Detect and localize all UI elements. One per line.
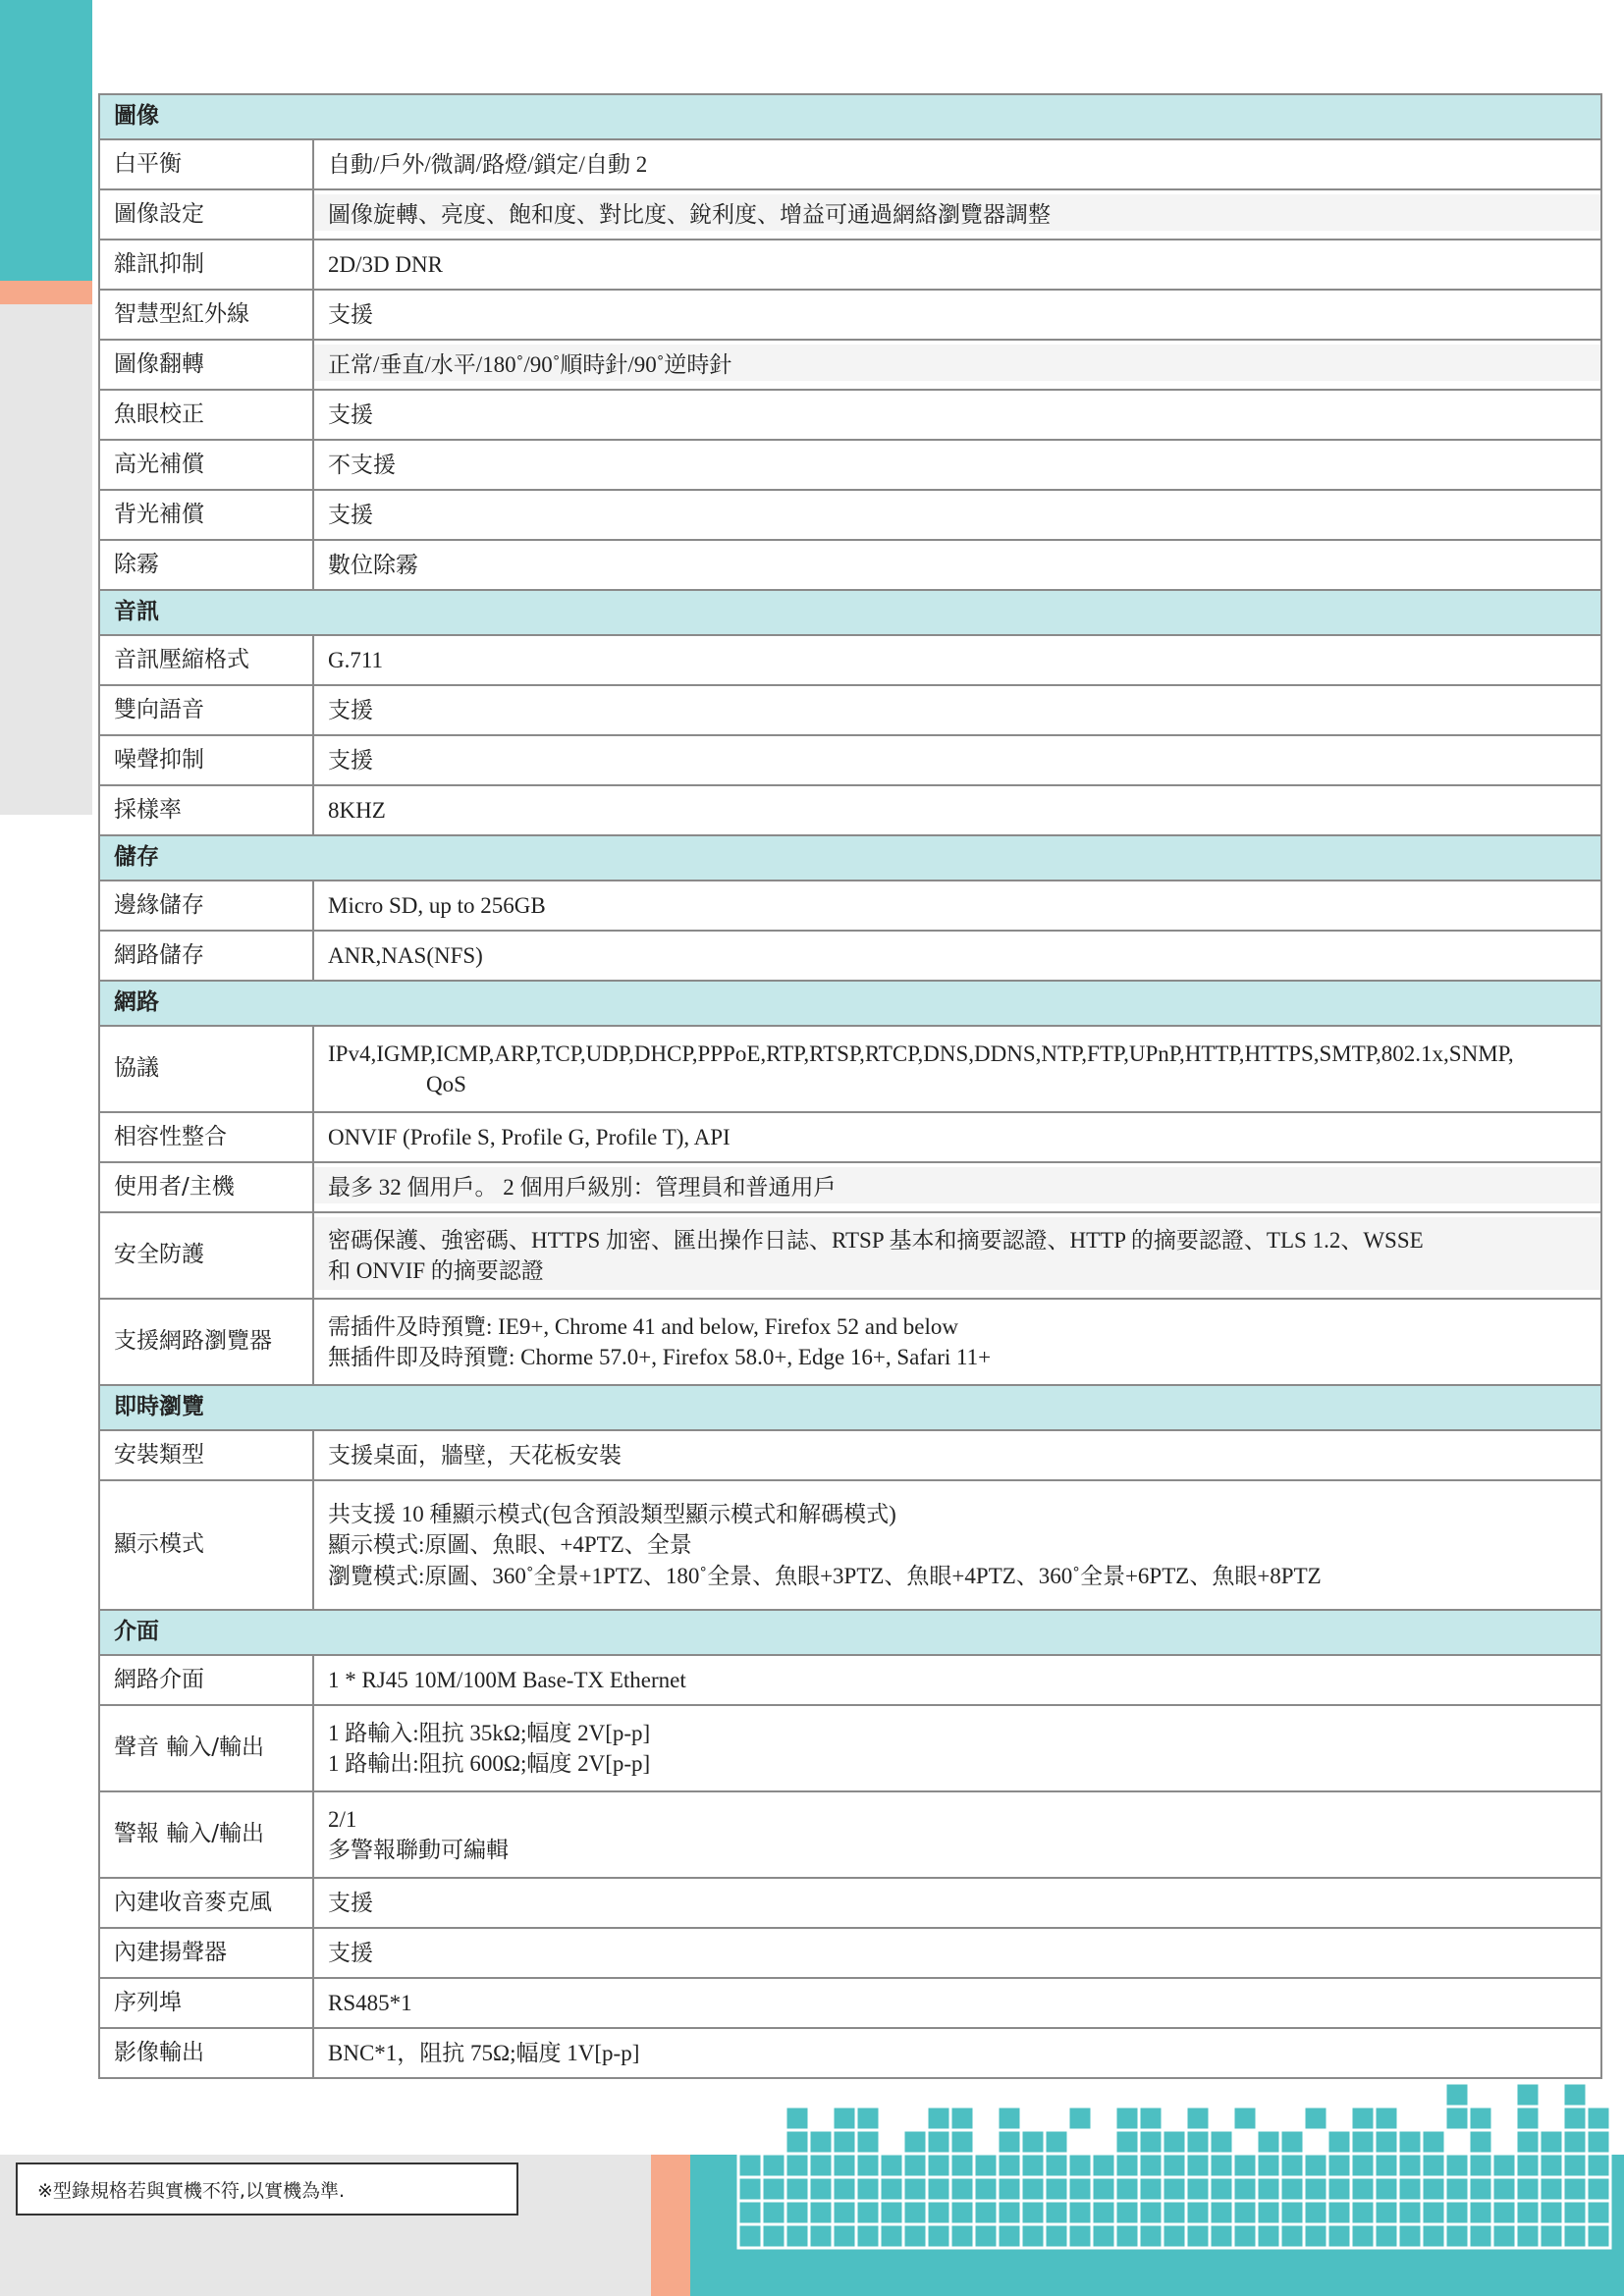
pixel-tile: [1068, 2107, 1092, 2130]
pixel-tile: [1068, 2224, 1092, 2248]
pixel-tile: [1210, 2201, 1233, 2224]
pixel-tile: [1351, 2107, 1375, 2130]
pixel-tile: [785, 2107, 809, 2130]
pixel-tile: [1233, 2201, 1257, 2224]
spec-value-line: 共支援 10 種顯示模式(包含預設類型顯示模式和解碼模式): [328, 1502, 896, 1527]
pixel-tile: [1351, 2201, 1375, 2224]
pixel-tile: [833, 2107, 856, 2130]
spec-value-line: 支援: [328, 747, 373, 773]
pixel-tile: [998, 2224, 1021, 2248]
pixel-tile: [809, 2201, 833, 2224]
pixel-tile: [738, 2154, 762, 2177]
spec-label: 背光補償: [99, 490, 313, 540]
pixel-tile: [1163, 2201, 1186, 2224]
pixel-tile: [1445, 2201, 1469, 2224]
pixel-tile: [1375, 2224, 1398, 2248]
pixel-tile: [1540, 2130, 1563, 2154]
spec-label: 內建收音麥克風: [99, 1878, 313, 1928]
pixel-tile: [1445, 2224, 1469, 2248]
pixel-tile: [833, 2177, 856, 2201]
spec-value-line: 密碼保護、強密碼、HTTPS 加密、匯出操作日誌、RTSP 基本和摘要認證、HTTP 的摘要認證、TLS 1.2、WSSE: [328, 1227, 1424, 1253]
spec-value-line: 自動/戶外/微調/路燈/鎖定/自動 2: [328, 151, 648, 177]
pixel-tile: [1139, 2177, 1163, 2201]
pixel-tile: [809, 2177, 833, 2201]
pixel-tile: [1492, 2154, 1516, 2177]
spec-label: 噪聲抑制: [99, 735, 313, 785]
pixel-tile: [1398, 2154, 1422, 2177]
pixel-tile: [1280, 2177, 1304, 2201]
pixel-tile: [785, 2154, 809, 2177]
pixel-tile: [1587, 2130, 1610, 2154]
pixel-tile: [1045, 2201, 1068, 2224]
pixel-tile: [1563, 2201, 1587, 2224]
pixel-tile: [1115, 2107, 1139, 2130]
pixel-tile: [1304, 2201, 1327, 2224]
pixel-tile: [1186, 2107, 1210, 2130]
pixel-tile: [1422, 2201, 1445, 2224]
pixel-tile: [1375, 2130, 1398, 2154]
pixel-tile: [1304, 2154, 1327, 2177]
pixel-tile: [1021, 2154, 1045, 2177]
pixel-tile: [1398, 2224, 1422, 2248]
spec-value-line: Micro SD, up to 256GB: [328, 892, 546, 918]
pixel-tile: [1210, 2224, 1233, 2248]
pixel-tile: [1469, 2154, 1492, 2177]
pixel-tile: [1280, 2154, 1304, 2177]
spec-label: 影像輸出: [99, 2028, 313, 2078]
pixel-tile: [809, 2224, 833, 2248]
pixel-tile: [1327, 2130, 1351, 2154]
pixel-tile: [1210, 2177, 1233, 2201]
pixel-tile: [1092, 2154, 1115, 2177]
spec-label: 安全防護: [99, 1212, 313, 1299]
pixel-tile: [785, 2130, 809, 2154]
pixel-tile: [1233, 2107, 1257, 2130]
spec-value-line: ANR,NAS(NFS): [328, 942, 483, 968]
pixel-tile: [1516, 2107, 1540, 2130]
pixel-tile: [1115, 2130, 1139, 2154]
spec-value-line: 瀏覽模式:原圖、360˚全景+1PTZ、180˚全景、魚眼+3PTZ、魚眼+4PTZ、360˚全景+6PTZ、魚眼+8PTZ: [328, 1563, 1322, 1588]
pixel-tile: [809, 2154, 833, 2177]
spec-label: 網路介面: [99, 1655, 313, 1705]
pixel-tile: [1516, 2083, 1540, 2107]
pixel-tile: [1233, 2177, 1257, 2201]
pixel-tile: [1563, 2177, 1587, 2201]
pixel-tile: [1422, 2224, 1445, 2248]
pixel-tile: [1186, 2130, 1210, 2154]
pixel-tile: [1587, 2154, 1610, 2177]
pixel-tile: [1398, 2201, 1422, 2224]
pixel-tile: [1375, 2154, 1398, 2177]
pixel-tile: [1210, 2154, 1233, 2177]
spec-value-line: 數位除霧: [328, 552, 418, 577]
pixel-tile: [998, 2154, 1021, 2177]
pixel-tile: [1021, 2130, 1045, 2154]
pixel-tile: [1327, 2201, 1351, 2224]
pixel-tile: [1445, 2107, 1469, 2130]
pixel-tile: [974, 2154, 998, 2177]
pixel-tile: [1115, 2224, 1139, 2248]
pixel-tile: [927, 2130, 950, 2154]
pixel-tile: [1398, 2130, 1422, 2154]
spec-value-line: 支援桌面，牆壁，天花板安裝: [328, 1442, 622, 1468]
pixel-tile: [762, 2224, 785, 2248]
pixel-tile: [1516, 2224, 1540, 2248]
pixel-tile: [833, 2224, 856, 2248]
pixel-tile: [1163, 2130, 1186, 2154]
pixel-tile: [1375, 2177, 1398, 2201]
pixel-tile: [1115, 2201, 1139, 2224]
pixel-tile: [738, 2224, 762, 2248]
spec-label: 顯示模式: [99, 1480, 313, 1610]
pixel-tile: [903, 2154, 927, 2177]
pixel-tile: [738, 2201, 762, 2224]
pixel-tile: [1233, 2224, 1257, 2248]
pixel-tile: [880, 2177, 903, 2201]
pixel-tile: [785, 2224, 809, 2248]
pixel-tile: [856, 2154, 880, 2177]
spec-label: 使用者/主機: [99, 1162, 313, 1212]
spec-value-line: 2/1: [328, 1806, 357, 1832]
spec-value-line: ONVIF (Profile S, Profile G, Profile T), API: [328, 1124, 731, 1149]
pixel-tile: [1563, 2107, 1587, 2130]
pixel-tile: [1327, 2177, 1351, 2201]
spec-value-line: 2D/3D DNR: [328, 251, 443, 277]
pixel-tile: [1257, 2224, 1280, 2248]
spec-value-line: 最多 32 個用戶。 2 個用戶級別：管理員和普通用戶: [328, 1174, 837, 1200]
pixel-tile: [1139, 2107, 1163, 2130]
pixel-tile: [1021, 2177, 1045, 2201]
section-title: 網路: [99, 981, 1601, 1026]
pixel-tile: [1045, 2154, 1068, 2177]
pixel-tile: [1092, 2224, 1115, 2248]
spec-value-line: 無插件即及時預覽: Chorme 57.0+, Firefox 58.0+, Edge 16+, Safari 11+: [328, 1345, 992, 1369]
pixel-tile: [1045, 2224, 1068, 2248]
pixel-tile: [1280, 2224, 1304, 2248]
section-title: 圖像: [99, 94, 1601, 139]
spec-label: 序列埠: [99, 1978, 313, 2028]
pixel-tile: [762, 2201, 785, 2224]
pixel-tile: [833, 2130, 856, 2154]
spec-value-line: 圖像旋轉、亮度、飽和度、對比度、銳利度、增益可通過網絡瀏覽器調整: [328, 201, 1051, 227]
spec-value-line: 1 * RJ45 10M/100M Base-TX Ethernet: [328, 1667, 686, 1692]
pixel-tile: [998, 2177, 1021, 2201]
pixel-tile: [762, 2177, 785, 2201]
spec-label: 除霧: [99, 540, 313, 590]
section-title: 介面: [99, 1610, 1601, 1655]
spec-value-line: 正常/垂直/水平/180˚/90˚順時針/90˚逆時針: [328, 351, 732, 377]
spec-label: 音訊壓縮格式: [99, 635, 313, 685]
pixel-tile: [1516, 2130, 1540, 2154]
pixel-tile: [1445, 2177, 1469, 2201]
spec-value-line: BNC*1，阻抗 75Ω;幅度 1V[p-p]: [328, 2040, 640, 2065]
pixel-tile: [1445, 2154, 1469, 2177]
spec-label: 魚眼校正: [99, 390, 313, 440]
spec-value-line: 1 路輸入:阻抗 35kΩ;幅度 2V[p-p]: [328, 1720, 651, 1745]
spec-label: 安裝類型: [99, 1430, 313, 1480]
pixel-tile: [880, 2154, 903, 2177]
spec-value-line: RS485*1: [328, 1990, 412, 2015]
pixel-tile: [1186, 2201, 1210, 2224]
pixel-tile: [1280, 2201, 1304, 2224]
pixel-tile: [1469, 2224, 1492, 2248]
pixel-tile: [1021, 2201, 1045, 2224]
spec-label: 支援網路瀏覽器: [99, 1299, 313, 1385]
pixel-tile: [1068, 2201, 1092, 2224]
pixel-tile: [1115, 2177, 1139, 2201]
spec-value-line: G.711: [328, 647, 384, 672]
section-title: 音訊: [99, 590, 1601, 635]
pixel-tile: [903, 2201, 927, 2224]
spec-label: 網路儲存: [99, 931, 313, 981]
spec-value-line: 支援: [328, 1890, 373, 1915]
pixel-tile: [785, 2177, 809, 2201]
section-title: 儲存: [99, 835, 1601, 881]
pixel-tile: [927, 2224, 950, 2248]
pixel-tile: [1327, 2224, 1351, 2248]
pixel-tile: [1186, 2177, 1210, 2201]
pixel-tile: [1092, 2177, 1115, 2201]
pixel-tile: [998, 2201, 1021, 2224]
pixel-tile: [927, 2154, 950, 2177]
pixel-tile: [1516, 2201, 1540, 2224]
pixel-tile: [1492, 2201, 1516, 2224]
pixel-tile: [1163, 2154, 1186, 2177]
pixel-tile: [1469, 2130, 1492, 2154]
pixel-tile: [1092, 2201, 1115, 2224]
spec-value-line: 顯示模式:原圖、魚眼、+4PTZ、全景: [328, 1532, 692, 1558]
pixel-tile: [1304, 2224, 1327, 2248]
pixel-tile: [1516, 2154, 1540, 2177]
pixel-tile: [856, 2201, 880, 2224]
spec-value-line: 需插件及時預覽: IE9+, Chrome 41 and below, Firefox 52 and below: [328, 1313, 958, 1339]
pixel-tile: [1422, 2130, 1445, 2154]
pixel-tile: [1587, 2201, 1610, 2224]
spec-value-line: 支援: [328, 401, 373, 427]
spec-label: 相容性整合: [99, 1112, 313, 1162]
spec-label: 邊緣儲存: [99, 881, 313, 931]
pixel-tile: [1257, 2177, 1280, 2201]
pixel-tile: [1587, 2224, 1610, 2248]
spec-value-line: 支援: [328, 502, 373, 527]
pixel-tile: [880, 2224, 903, 2248]
pixel-tile: [1375, 2201, 1398, 2224]
pixel-tile: [998, 2107, 1021, 2130]
pixel-tile: [1257, 2130, 1280, 2154]
pixel-tile: [1422, 2177, 1445, 2201]
pixel-tile: [1021, 2224, 1045, 2248]
pixel-tile: [1587, 2107, 1610, 2130]
spec-label: 高光補償: [99, 440, 313, 490]
spec-label: 雜訊抑制: [99, 240, 313, 290]
spec-value-line: 支援: [328, 301, 373, 327]
pixel-tile: [1163, 2177, 1186, 2201]
pixel-tile: [1257, 2154, 1280, 2177]
pixel-tile: [974, 2224, 998, 2248]
pixel-tile: [856, 2177, 880, 2201]
pixel-tile: [950, 2107, 974, 2130]
pixel-tile: [1469, 2201, 1492, 2224]
pixel-tile: [927, 2107, 950, 2130]
pixel-tile: [1045, 2177, 1068, 2201]
pixel-tile: [927, 2201, 950, 2224]
pixel-tile: [950, 2154, 974, 2177]
pixel-tile: [856, 2130, 880, 2154]
pixel-tile: [1422, 2154, 1445, 2177]
pixel-tile: [1210, 2130, 1233, 2154]
pixel-tile: [785, 2201, 809, 2224]
pixel-tile: [1351, 2154, 1375, 2177]
pixel-tile: [1587, 2177, 1610, 2201]
pixel-tile: [1233, 2154, 1257, 2177]
pixel-tile: [1304, 2107, 1327, 2130]
pixel-tile: [738, 2177, 762, 2201]
pixel-tile: [1045, 2130, 1068, 2154]
spec-label: 聲音 輸入/輸出: [99, 1705, 313, 1791]
pixel-tile: [974, 2177, 998, 2201]
pixel-tile: [1563, 2224, 1587, 2248]
pixel-tile: [1563, 2154, 1587, 2177]
pixel-tile: [880, 2201, 903, 2224]
pixel-tile: [1068, 2177, 1092, 2201]
pixel-tile: [1139, 2224, 1163, 2248]
pixel-tile: [1398, 2177, 1422, 2201]
pixel-tile: [1327, 2154, 1351, 2177]
pixel-tile: [950, 2201, 974, 2224]
pixel-tile: [1257, 2201, 1280, 2224]
pixel-tile: [1469, 2177, 1492, 2201]
pixel-tile: [1351, 2224, 1375, 2248]
spec-value-line: 不支援: [328, 452, 396, 477]
pixel-tile: [1304, 2177, 1327, 2201]
pixel-tile: [1516, 2177, 1540, 2201]
spec-label: 圖像翻轉: [99, 340, 313, 390]
pixel-tile: [998, 2130, 1021, 2154]
spec-value-line: 支援: [328, 1940, 373, 1965]
pixel-tile: [1139, 2154, 1163, 2177]
pixel-tile: [833, 2154, 856, 2177]
pixel-tile: [1492, 2224, 1516, 2248]
pixel-tile: [1563, 2130, 1587, 2154]
spec-value-line: 8KHZ: [328, 797, 386, 823]
pixel-tile: [1540, 2154, 1563, 2177]
pixel-tile: [1351, 2130, 1375, 2154]
pixel-tile: [927, 2177, 950, 2201]
pixel-tile: [856, 2224, 880, 2248]
pixel-tile: [950, 2130, 974, 2154]
pixel-tile: [1115, 2154, 1139, 2177]
pixel-tile: [903, 2177, 927, 2201]
section-title: 即時瀏覽: [99, 1385, 1601, 1430]
pixel-tile: [950, 2177, 974, 2201]
pixel-tile: [903, 2130, 927, 2154]
pixel-tile: [762, 2154, 785, 2177]
spec-value-line: 和 ONVIF 的摘要認證: [328, 1258, 544, 1283]
pixel-tile: [1280, 2130, 1304, 2154]
spec-value-line: 1 路輸出:阻抗 600Ω;幅度 2V[p-p]: [328, 1751, 651, 1776]
spec-label: 雙向語音: [99, 685, 313, 735]
spec-label: 採樣率: [99, 785, 313, 835]
spec-label: 智慧型紅外線: [99, 290, 313, 340]
pixel-tile: [833, 2201, 856, 2224]
spec-value-line: QoS: [426, 1072, 466, 1096]
pixel-tile: [1563, 2083, 1587, 2107]
spec-value-line: IPv4,IGMP,ICMP,ARP,TCP,UDP,DHCP,PPPoE,RTP,RTSP,RTCP,DNS,DDNS,NTP,FTP,UPnP,HTTP,HTTPS,SMTP,802.1x,SNMP,: [328, 1041, 1514, 1066]
footer-disclaimer-text: ※型錄規格若與實機不符,以實機為準.: [37, 2179, 345, 2202]
pixel-tile: [856, 2107, 880, 2130]
pixel-tile: [1540, 2224, 1563, 2248]
spec-label: 警報 輸入/輸出: [99, 1791, 313, 1878]
pixel-tile: [1492, 2177, 1516, 2201]
pixel-tile: [974, 2201, 998, 2224]
pixel-tile: [950, 2224, 974, 2248]
pixel-tile: [1375, 2107, 1398, 2130]
pixel-tile: [1186, 2154, 1210, 2177]
pixel-tile: [1351, 2177, 1375, 2201]
spec-value-line: 多警報聯動可編輯: [328, 1838, 509, 1862]
pixel-tile: [903, 2224, 927, 2248]
pixel-tile: [1186, 2224, 1210, 2248]
spec-label: 內建揚聲器: [99, 1928, 313, 1978]
pixel-tile: [1163, 2224, 1186, 2248]
spec-label: 協議: [99, 1026, 313, 1112]
pixel-tile: [809, 2130, 833, 2154]
spec-label: 圖像設定: [99, 189, 313, 240]
pixel-tile: [1469, 2107, 1492, 2130]
spec-label: 白平衡: [99, 139, 313, 189]
pixel-tile: [1540, 2177, 1563, 2201]
spec-value-line: 支援: [328, 697, 373, 722]
pixel-tile: [1068, 2154, 1092, 2177]
pixel-tile: [1139, 2201, 1163, 2224]
pixel-tile: [1139, 2130, 1163, 2154]
pixel-tile: [1445, 2083, 1469, 2107]
pixel-tile: [1540, 2201, 1563, 2224]
